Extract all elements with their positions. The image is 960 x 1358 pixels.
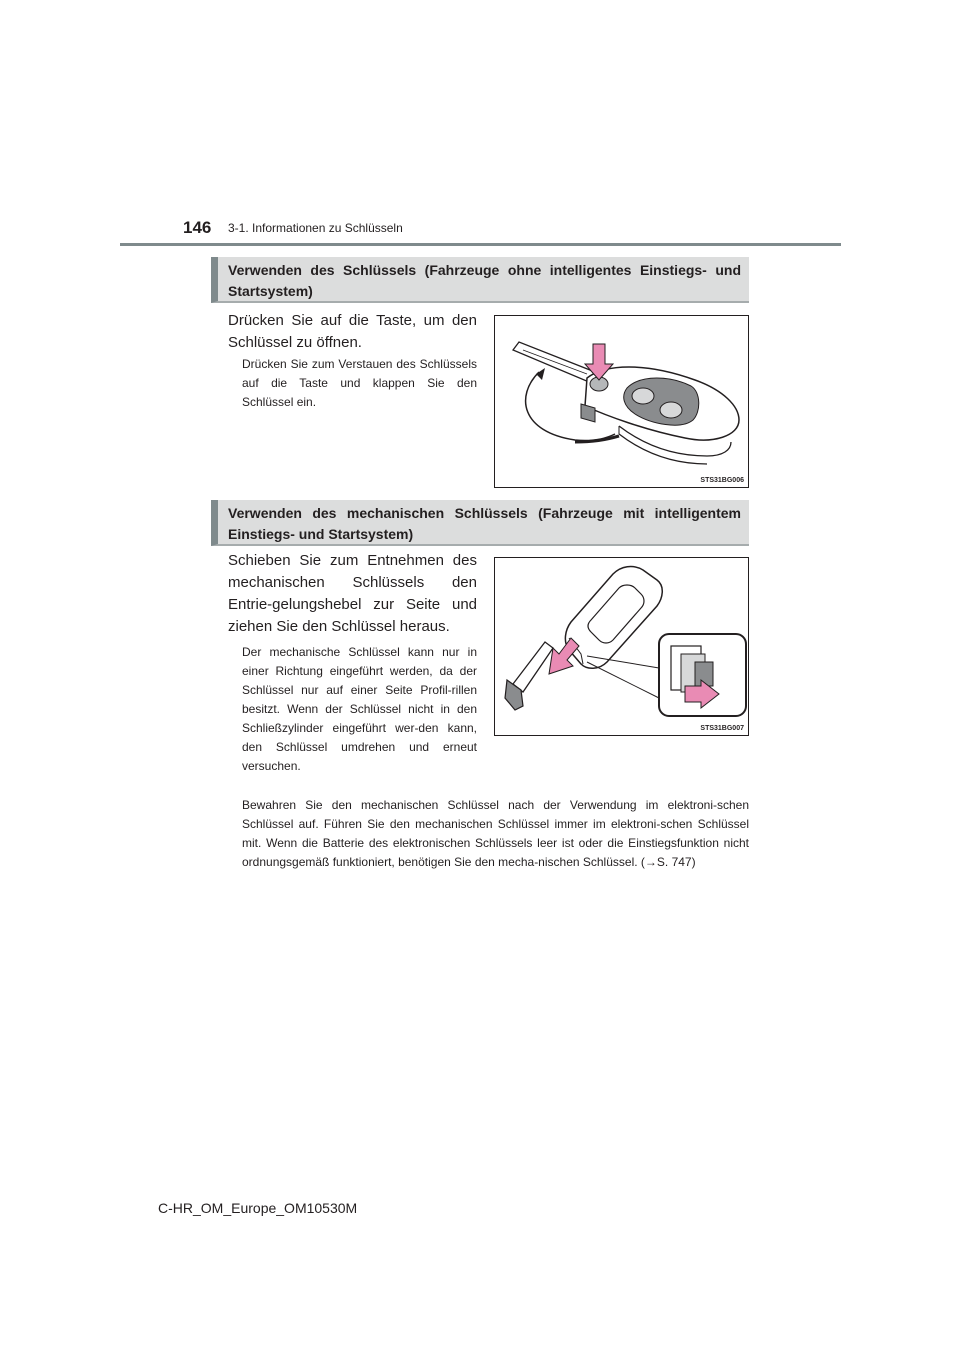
chapter-title: 3-1. Informationen zu Schlüsseln (228, 221, 403, 235)
figure-code: STS31BG006 (700, 477, 744, 484)
info-store-mechanical-key: Bewahren Sie den mechanischen Schlüssel nach der Verwendung im elektroni-schen Schlüssel auf. Führen Sie den mechanischen Schlüssel immer im elektroni-schen Schlüssel mit. Wenn die Batterie des elektronischen Schlüssels leer ist oder die Einstiegsfunktion nicht ordnungsgemäß funktioniert, benötigen Sie den mecha-nischen Schlüssel. (→S. 747) (242, 798, 749, 869)
step-remove-mechanical-key: Schieben Sie zum Entnehmen des mechanischen Schlüssels den Entrie-gelungshebel zur Seite und ziehen Sie den Schlüssel heraus. (228, 552, 477, 635)
figure-code: STS31BG007 (700, 725, 744, 732)
header-rule (120, 243, 841, 246)
folding-key-illustration (495, 316, 748, 487)
note-stow-key: Drücken Sie zum Verstauen des Schlüssels auf die Taste und klappen Sie den Schlüssel ein. (242, 357, 477, 409)
step-open-key: Drücken Sie auf die Taste, um den Schlüssel zu öffnen. (228, 312, 477, 351)
footer-doc-id: C-HR_OM_Europe_OM10530M (158, 1200, 358, 1216)
section-heading-mechanical-key: Verwenden des mechanischen Schlüssels (Fahrzeuge mit intelligentem Einstiegs- und Startsystem) (211, 500, 749, 546)
section-heading-key-without-smart-entry: Verwenden des Schlüssels (Fahrzeuge ohne intelligentes Einstiegs- und Startsystem) (211, 257, 749, 303)
mechanical-key-illustration (495, 558, 748, 735)
figure-folding-key (494, 315, 749, 488)
page-number: 146 (183, 218, 212, 237)
figure-mechanical-key (494, 557, 749, 736)
note-key-orientation: Der mechanische Schlüssel kann nur in einer Richtung eingeführt werden, da der Schlüssel nur auf einer Seite Profil-rillen besitzt. Wenn der Schlüssel nicht in den Schließzylinder eingeführt wer-den kann, den Schlüssel umdrehen und erneut versuchen. (242, 645, 477, 773)
